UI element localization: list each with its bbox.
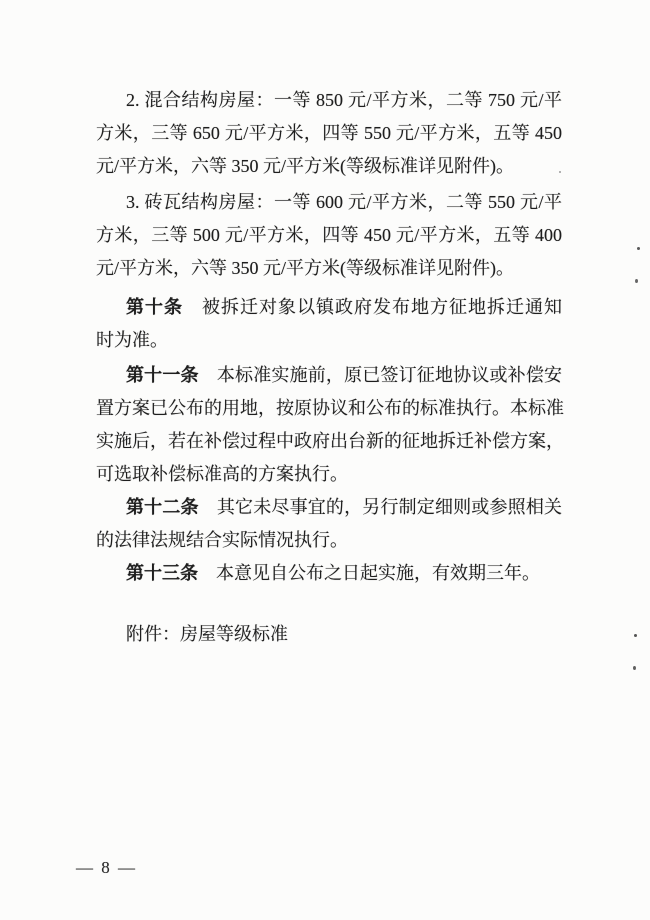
document-body <box>96 84 562 651</box>
doc-line <box>96 186 562 219</box>
doc-line <box>96 392 562 425</box>
line-text: 附件：房屋等级标准 <box>126 624 288 644</box>
doc-line <box>96 324 562 357</box>
line-text: 方米，三等 650 元/平方米，四等 550 元/平方米，五等 450 <box>96 123 562 143</box>
article-10-heading: 第十条 <box>126 297 183 317</box>
line-text: 的法律法规结合实际情况执行。 <box>96 530 348 550</box>
line-text: 元/平方米，六等 350 元/平方米(等级标准详见附件)。 <box>96 258 514 278</box>
line-text: 元/平方米，六等 350 元/平方米(等级标准详见附件)。 <box>96 156 514 176</box>
line-text: 3. 砖瓦结构房屋：一等 600 元/平方米，二等 550 元/平 <box>126 192 562 212</box>
doc-line <box>96 458 562 491</box>
doc-line <box>96 219 562 252</box>
line-text: 其它未尽事宜的，另行制定细则或参照相关 <box>198 497 563 517</box>
attachment-note <box>96 618 562 651</box>
scan-speck <box>635 279 638 283</box>
line-text: 被拆迁对象以镇政府发布地方征地拆迁通知 <box>183 297 562 317</box>
scan-speck <box>637 247 640 250</box>
doc-line <box>96 359 562 392</box>
doc-line <box>96 524 562 557</box>
scan-speck <box>634 634 637 637</box>
doc-line <box>96 117 562 150</box>
doc-line <box>96 252 562 285</box>
line-text: 可选取补偿标准高的方案执行。 <box>96 464 348 484</box>
line-text: 置方案已公布的用地，按原协议和公布的标准执行。本标准 <box>96 398 564 418</box>
doc-line <box>96 150 562 183</box>
doc-line <box>96 84 562 117</box>
article-12-heading: 第十二条 <box>126 497 199 517</box>
page-number: — 8 — <box>76 858 137 877</box>
scan-speck <box>633 666 636 670</box>
doc-line <box>96 425 562 458</box>
doc-line <box>96 291 562 324</box>
line-text: 本意见自公布之日起实施，有效期三年。 <box>198 563 540 583</box>
line-text: 时为准。 <box>96 330 168 350</box>
article-11-heading: 第十一条 <box>126 365 199 385</box>
article-13-heading: 第十三条 <box>126 563 198 583</box>
scan-speck <box>559 171 561 173</box>
line-text: 方米，三等 500 元/平方米，四等 450 元/平方米，五等 400 <box>96 225 562 245</box>
line-text: 2. 混合结构房屋：一等 850 元/平方米，二等 750 元/平 <box>126 90 562 110</box>
line-text: 实施后，若在补偿过程中政府出台新的征地拆迁补偿方案， <box>96 431 564 451</box>
line-text: 本标准实施前，原已签订征地协议或补偿安 <box>198 365 563 385</box>
doc-line <box>96 491 562 524</box>
doc-line <box>96 557 562 590</box>
